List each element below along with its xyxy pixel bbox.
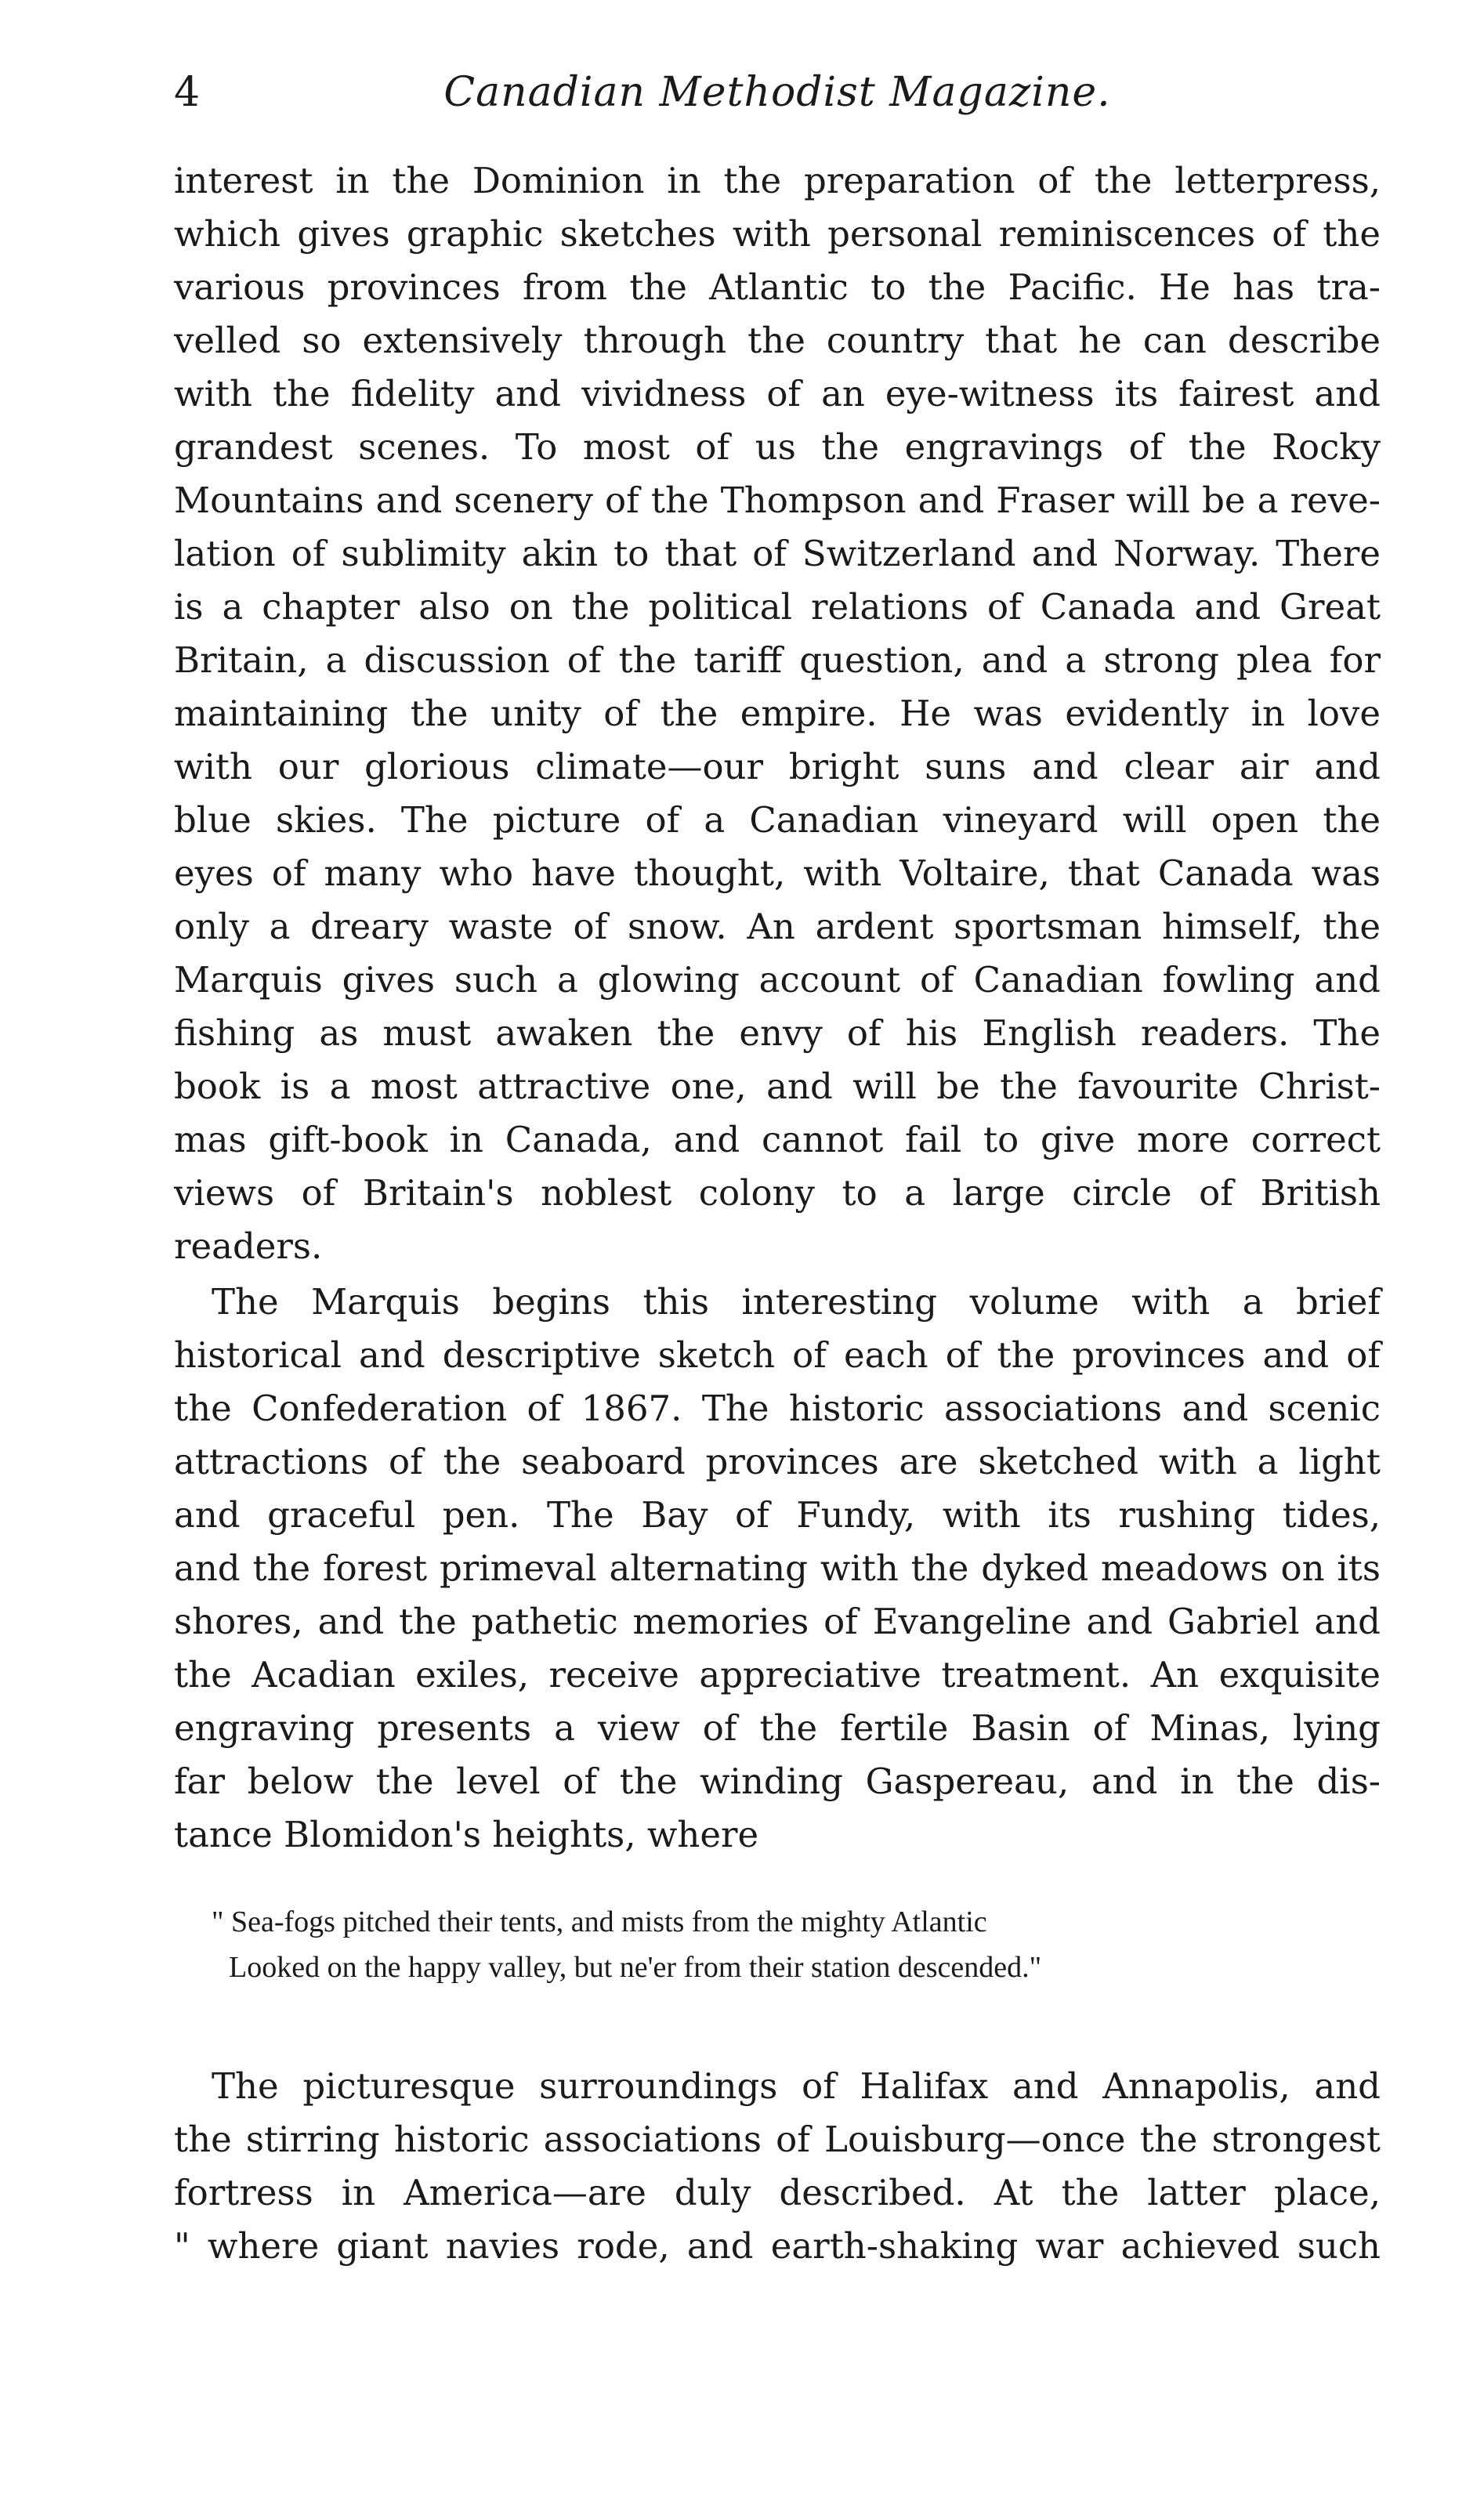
- text-line: the Acadian exiles, receive appreciative treatment. An exquisite: [174, 1654, 1381, 1696]
- text-line: " where giant navies rode, and earth-shaking war achieved such: [174, 2225, 1381, 2267]
- text-line: historical and descriptive sketch of each of the provinces and of: [174, 1334, 1381, 1376]
- paragraph-2: [174, 1276, 1381, 1862]
- text-line: and the forest primeval alternating with the dyked meadows on its: [174, 1547, 1381, 1589]
- verse-quotation: [212, 1899, 1308, 1990]
- text-line: readers.: [174, 1225, 323, 1267]
- text-line: attractions of the seaboard provinces are sketched with a light: [174, 1441, 1381, 1482]
- text-line: Britain, a discussion of the tariff question, and a strong plea for: [174, 639, 1381, 681]
- running-title: Canadian Methodist Magazine.: [443, 69, 1111, 116]
- text-line: velled so extensively through the country that he can describe: [174, 320, 1381, 361]
- text-line: which gives graphic sketches with personal reminiscences of the: [174, 213, 1381, 255]
- text-line: fortress in America—are duly described. At the latter place,: [174, 2172, 1381, 2213]
- quote-line: " Sea-fogs pitched their tents, and mists from the mighty Atlantic: [212, 1905, 987, 1938]
- paragraph-1: [174, 154, 1381, 1273]
- text-line: fishing as must awaken the envy of his English readers. The: [174, 1012, 1381, 1054]
- text-line: eyes of many who have thought, with Voltaire, that Canada was: [174, 852, 1381, 894]
- text-line: blue skies. The picture of a Canadian vineyard will open the: [174, 799, 1381, 841]
- text-line: The picturesque surroundings of Halifax and Annapolis, and: [212, 2065, 1381, 2107]
- text-line: book is a most attractive one, and will be the favourite Christ-: [174, 1066, 1381, 1107]
- paragraph-3: [174, 2060, 1381, 2273]
- text-line: engraving presents a view of the fertile Basin of Minas, lying: [174, 1707, 1381, 1749]
- text-line: shores, and the pathetic memories of Evangeline and Gabriel and: [174, 1601, 1381, 1642]
- text-line: and graceful pen. The Bay of Fundy, with its rushing tides,: [174, 1494, 1381, 1536]
- text-line: interest in the Dominion in the preparation of the letterpress,: [174, 160, 1381, 201]
- page-header: [174, 69, 1381, 132]
- text-line: tance Blomidon's heights, where: [174, 1814, 759, 1855]
- text-line: views of Britain's noblest colony to a large circle of British: [174, 1172, 1381, 1214]
- text-line: grandest scenes. To most of us the engravings of the Rocky: [174, 426, 1381, 468]
- text-line: with the fidelity and vividness of an eye-witness its fairest and: [174, 373, 1381, 414]
- text-line: the Confederation of 1867. The historic associations and scenic: [174, 1388, 1381, 1429]
- text-line: Mountains and scenery of the Thompson and Fraser will be a reve-: [174, 480, 1381, 521]
- text-line: mas gift-book in Canada, and cannot fail to give more correct: [174, 1119, 1381, 1160]
- text-line: maintaining the unity of the empire. He was evidently in love: [174, 693, 1381, 734]
- text-line: far below the level of the winding Gaspereau, and in the dis-: [174, 1761, 1381, 1802]
- text-line: with our glorious climate—our bright suns and clear air and: [174, 746, 1381, 787]
- text-line: The Marquis begins this interesting volume with a brief: [212, 1281, 1381, 1323]
- quote-line: Looked on the happy valley, but ne'er from their station descended.": [229, 1951, 1042, 1984]
- text-line: the stirring historic associations of Louisburg—once the strongest: [174, 2119, 1381, 2160]
- page-number: 4: [174, 69, 201, 116]
- text-line: is a chapter also on the political relations of Canada and Great: [174, 586, 1381, 628]
- text-line: various provinces from the Atlantic to the Pacific. He has tra-: [174, 266, 1381, 308]
- text-line: lation of sublimity akin to that of Switzerland and Norway. There: [174, 533, 1381, 574]
- text-line: only a dreary waste of snow. An ardent sportsman himself, the: [174, 906, 1381, 947]
- text-line: Marquis gives such a glowing account of Canadian fowling and: [174, 959, 1381, 1001]
